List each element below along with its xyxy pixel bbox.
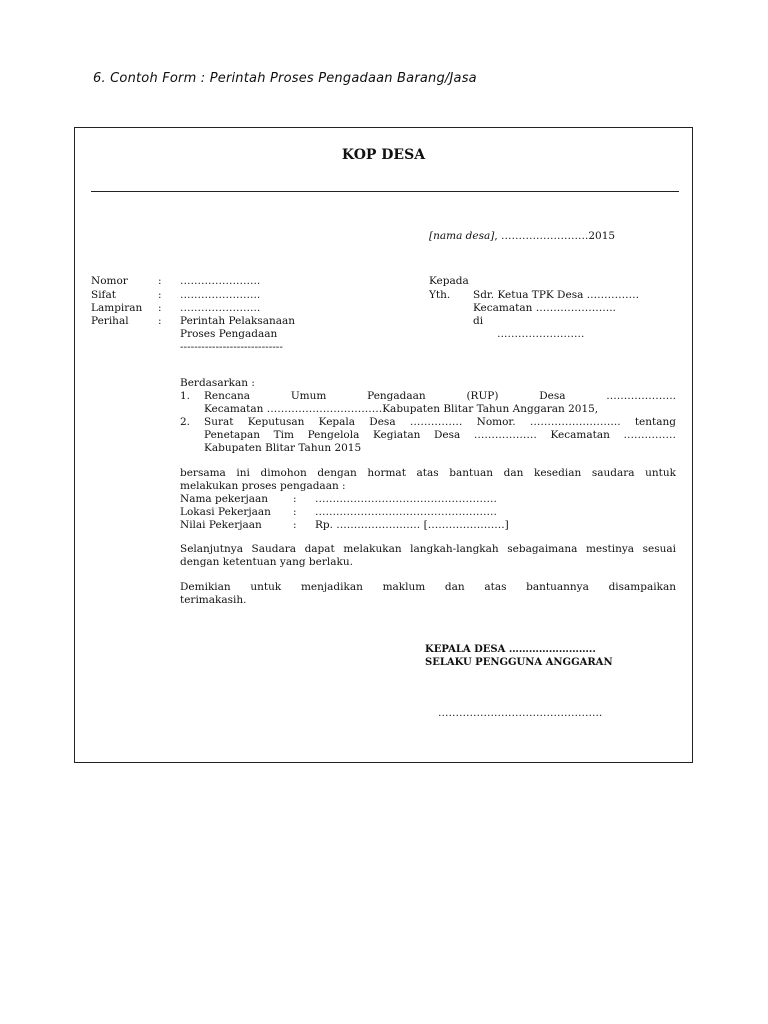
recipient-line-2: Kecamatan ………………….. [473, 302, 616, 314]
demikian-word: maklum [382, 581, 426, 593]
recipient-line-3: di [473, 315, 484, 327]
letter-form-frame [74, 127, 693, 763]
demikian-word: atas [484, 581, 507, 593]
signature-title-1: KEPALA DESA …………………….. [425, 644, 596, 655]
demikian-word: Demikian [180, 581, 231, 593]
field-value-sifat: ………………….. [180, 289, 261, 301]
field-colon: : [158, 302, 162, 314]
item-1-word: (RUP) [466, 390, 499, 402]
field-label-sifat: Sifat [91, 289, 116, 301]
selanjutnya-line-2: dengan ketentuan yang berlaku. [180, 556, 353, 568]
date-rest: , …………………….2015 [494, 230, 616, 242]
page-heading: 6. Contoh Form : Perintah Proses Pengadaan Barang/Jasa [93, 71, 477, 86]
demikian-word: disampaikan [608, 581, 676, 593]
recipient-kepada: Kepada [429, 275, 469, 287]
item-1-word: Desa [539, 390, 566, 402]
demikian-word: menjadikan [300, 581, 363, 593]
nama-pekerjaan-label: Nama pekerjaan [180, 493, 269, 505]
item-2-line-3: Kabupaten Blitar Tahun 2015 [204, 442, 362, 454]
field-label-nomor: Nomor [91, 275, 128, 287]
demikian-line-1 [180, 580, 676, 594]
demikian-line-2: terimakasih. [180, 594, 247, 606]
nama-pekerjaan-value: ……………………………………………. [315, 493, 497, 505]
item-1-word: Rencana [204, 390, 251, 402]
item-1-word: ……………….. [606, 390, 676, 402]
bersama-line-2: melakukan proses pengadaan : [180, 480, 346, 492]
selanjutnya-line-1: Selanjutnya Saudara dapat melakukan langkah-langkah sebagaimana mestinya sesuai [180, 543, 676, 555]
field-value-perihal-1: Perintah Pelaksanaan [180, 315, 296, 327]
field-colon: : [293, 506, 297, 518]
demikian-word: untuk [250, 581, 282, 593]
berdasarkan-label: Berdasarkan : [180, 377, 255, 389]
date-line [429, 229, 615, 243]
item-1-number: 1. [180, 390, 191, 402]
signature-title-2: SELAKU PENGGUNA ANGGARAN [425, 657, 613, 668]
field-colon: : [293, 493, 297, 505]
date-place: [nama desa] [429, 230, 495, 242]
field-label-lampiran: Lampiran [91, 302, 143, 314]
item-1-word: Umum [290, 390, 327, 402]
item-2-number: 2. [180, 416, 191, 428]
field-value-perihal-2: Proses Pengadaan [180, 328, 278, 340]
recipient-line-4: ……………………. [497, 328, 585, 340]
item-1-line-1 [204, 389, 676, 403]
recipient-line-1: Sdr. Ketua TPK Desa …………… [473, 289, 640, 301]
nilai-pekerjaan-label: Nilai Pekerjaan [180, 519, 262, 531]
lokasi-pekerjaan-value: ……………………………………………. [315, 506, 497, 518]
letterhead-divider [91, 191, 679, 192]
field-colon: : [158, 315, 162, 327]
lokasi-pekerjaan-label: Lokasi Pekerjaan [180, 506, 271, 518]
field-colon: : [293, 519, 297, 531]
kop-desa-title: KOP DESA [341, 147, 426, 163]
item-2-line-1: Surat Keputusan Kepala Desa …………… Nomor. …………………….. tentang [204, 416, 676, 428]
item-1-word: Pengadaan [367, 390, 426, 402]
recipient-yth: Yth. [429, 289, 451, 301]
demikian-word: dan [444, 581, 465, 593]
field-colon: : [158, 289, 162, 301]
item-2-line-2: Penetapan Tim Pengelola Kegiatan Desa ……………… Kecamatan …………… [204, 429, 676, 441]
signature-name-line: ……………………………………….. [438, 707, 603, 719]
field-label-perihal: Perihal [91, 315, 129, 327]
item-1-line-2: Kecamatan ……………………………Kabupaten Blitar Tahun Anggaran 2015, [204, 403, 599, 415]
bersama-line-1: bersama ini dimohon dengan hormat atas bantuan dan kesedian saudara untuk [180, 467, 676, 479]
perihal-underline: ----------------------------- [180, 341, 283, 353]
nilai-pekerjaan-value: Rp. …………………… [………………….] [315, 519, 509, 531]
field-value-nomor: ………………….. [180, 275, 261, 287]
field-colon: : [158, 275, 162, 287]
field-value-lampiran: ………………….. [180, 302, 261, 314]
demikian-word: bantuannya [526, 581, 589, 593]
